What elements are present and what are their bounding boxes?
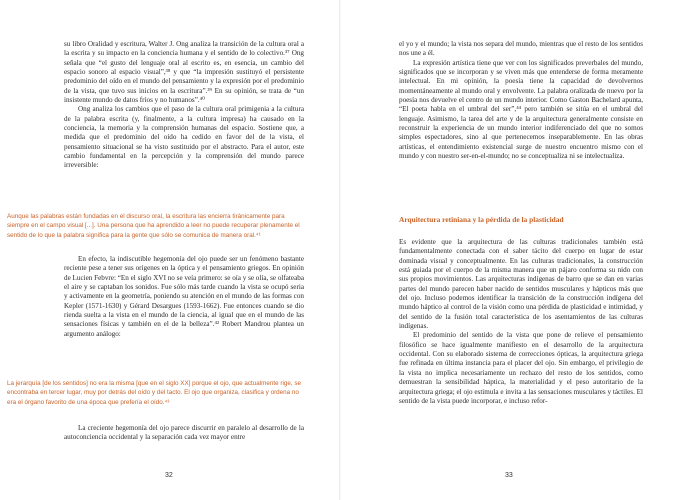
left-column-top <box>64 40 304 171</box>
left-paragraph-3: En efecto, la indiscutible hegemonía del ojo puede ser un fenómeno bastante reciente pese a tener sus orígenes en la óptica y el pensamiento griegos. En opinión de Lucien Febvre: “En el siglo XVI no se veía primero: se oía y se olía, se olfateaba el aire y se captaban los sonidos. Fue sólo más tarde cuando la vista se ocupó seria y activamente en la geometría, poniendo su atención en el mundo de las formas con Kepler (1571-1630) y Gérard Desargues (1593-1662). Fue entonces cuando se dio rienda suelta a la vista en el mundo de la ciencia, al igual que en el mundo de las sensaciones físicas y también en el de la belleza”.⁴² Robert Mandrou plantea un argumento análogo: <box>64 255 304 338</box>
left-paragraph-1: su libro Oralidad y escritura, Walter J. Ong analiza la transición de la cultura oral a la escrita y su impacto en la conciencia humana y el sentido de lo colectivo.³⁷ Ong señala que “el gusto del lenguaje oral al escrito es, en esencia, un cambio del espacio sonoro al espacio visual”,³⁸ y que “la impresión sustituyó el persistente predominio del oído en el mundo del pensamiento y la expresión por el predominio de la vista, que tuvo sus inicios en la escritura”.³⁹ En su opinión, se trata de “un insistente mundo de datos fríos y no humanos”.⁴⁰ <box>64 40 304 105</box>
right-column-top <box>399 40 643 161</box>
right-paragraph-2: La expresión artística tiene que ver con los significados preverbales del mundo, significados que se incorporan y se viven más que entenderse de forma meramente intelectual. En mi opinión, la poesía tiene la capacidad de devolvernos momentáneamente al mundo oral y envolvente. La palabra oralizada de nuevo por la poesía nos devuelve el centro de un mundo interior. Como Gaston Bachelard apunta, “El poeta habla en el umbral del ser”,⁴⁴ pero también se sitúa en el umbral del lenguaje. Asimismo, la tarea del arte y de la arquitectura generalmente consiste en reconstruir la experiencia de un mundo interior indiferenciado del que no somos simples espectadores, sino al que pertenecemos inseparablemente. En las obras artísticas, el entendimiento existencial surge de nuestro encuentro mismo con el mundo y con nuestro ser-en-el-mundo; no se conceptualiza ni se intelectualiza. <box>399 58 643 161</box>
page-number-left: 32 <box>165 472 173 479</box>
right-paragraph-1: el yo y el mundo; la vista nos separa del mundo, mientras que el resto de los sentidos nos une a él. <box>399 40 643 58</box>
right-column-bottom <box>399 238 643 406</box>
block-quote-2: La jerarquía [de los sentidos] no era la misma [que en el siglo XX] porque el ojo, que actualmente rige, se encontraba en tercer lugar, muy por detrás del oído y del tacto. El ojo que organiza, clasifica y ordena no era el órgano favorito de una época que prefería el oído.⁴³ <box>7 380 302 406</box>
page-number-right: 33 <box>505 472 513 479</box>
right-paragraph-4: El predominio del sentido de la vista que pone de relieve el pensamiento filosófico se hace igualmente manifiesto en el desarrollo de la arquitectura occidental. Con su elaborado sistema de correcciones ópticas, la arquitectura griega fue refinada en última instancia para el placer del ojo. Sin embargo, el privilegio de la vista no implica necesariamente un rechazo del resto de los sentidos, como demuestran la sensibilidad háptica, la materialidad y el peso autoritario de la arquitectura griega; el ojo estimula e invita a las sensaciones musculares y táctiles. El sentido de la vista puede incorporar, e incluso refor- <box>399 331 643 405</box>
section-heading: Arquitectura retiniana y la pérdida de la plasticidad <box>399 215 564 224</box>
left-paragraph-2: Ong analiza los cambios que el paso de la cultura oral primigenia a la cultura de la palabra escrita (y, finalmente, a la cultura impresa) ha causado en la conciencia, la memoria y la comprensión humanas del espacio. Sostiene que, a medida que el predominio del oído ha cedido en favor del de la vista, el pensamiento situacional se ha visto sustituido por el abstracto. Para el autor, este cambio fundamental en la percepción y la comprensión del mundo parece irreversible: <box>64 105 304 170</box>
left-paragraph-4: La creciente hegemonía del ojo parece discurrir en paralelo al desarrollo de la autoconciencia occidental y la separación cada vez mayor entre <box>64 424 304 442</box>
block-quote-1: Aunque las palabras están fundadas en el discurso oral, la escritura las encierra tiránicamente para siempre en el campo visual [...]. Una persona que ha aprendido a leer no puede recuperar plenamente el sentido de lo que la palabra significa para la gente que sólo se comunica de manera oral.⁴¹ <box>7 213 300 239</box>
left-page <box>0 0 340 500</box>
right-paragraph-3: Es evidente que la arquitectura de las culturas tradicionales también está fundamentalmente conectada con el saber tácito del cuerpo en lugar de estar dominada visual y conceptualmente. En las culturas tradicionales, la construcción está guiada por el cuerpo de la misma manera que un pájaro conforma su nido con sus propios movimientos. Las arquitecturas indígenas de barro que se dan en varias partes del mundo parecen haber nacido de sentidos musculares y hápticos más que del ojo. Incluso podemos identificar la transición de la construcción indígena del mundo háptico al control de la visión como una pérdida de plasticidad e intimidad, y del sentido de la fusión total característica de los asentamientos de las culturas indígenas. <box>399 238 643 331</box>
